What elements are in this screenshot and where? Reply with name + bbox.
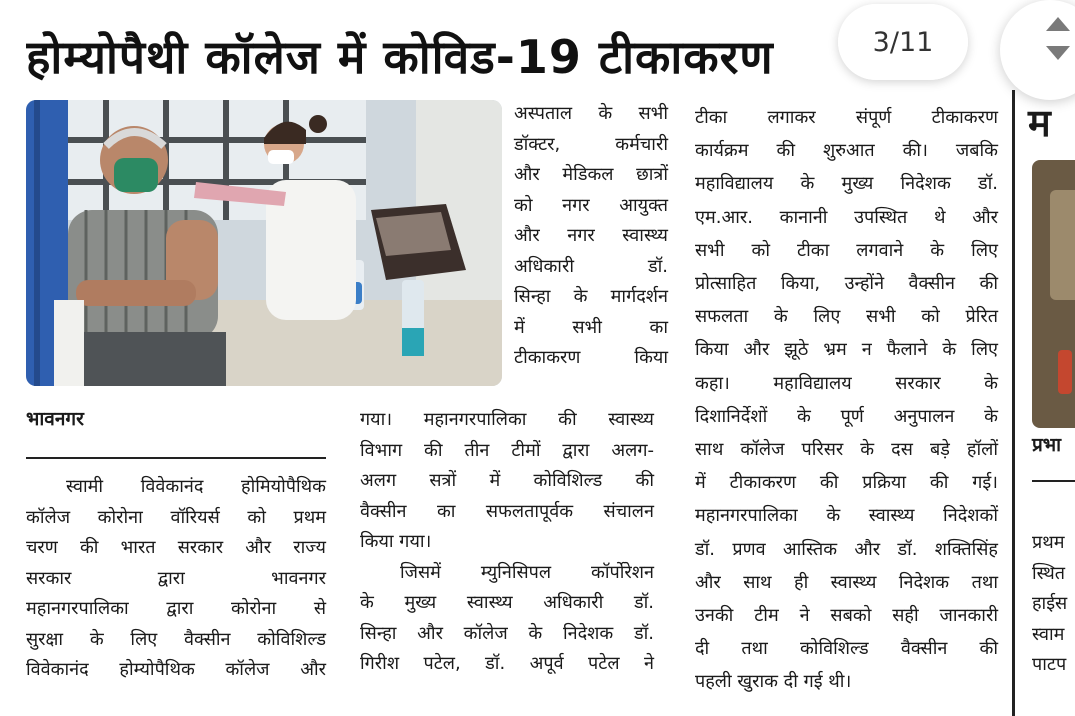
article-column-1 [26,472,326,686]
text-line: पाटप [1032,654,1067,675]
column-divider [1012,90,1015,716]
text-line: साथ कॉलेज परिसर के दस बड़े हॉलों [695,439,998,461]
text-line: अस्पताल के सभी [514,103,668,124]
text-line: स्वाम [1032,623,1065,645]
text-line: गिरीश पटेल, डॉ. अपूर्व पटेल ने [360,653,654,674]
text-line: जिसमें म्युनिसिपल कॉर्पोरेशन [400,561,654,583]
text-line: सुरक्षा के लिए वैक्सीन कोविशिल्ड [26,628,326,650]
text-line: के मुख्य स्वास्थ्य अधिकारी डॉ. [360,592,654,613]
text-line: किया गया। [360,531,432,552]
text-line: दी तथा कोविशिल्ड वैक्सीन की [695,638,998,660]
text-line: सरकार द्वारा भावनगर [26,567,326,589]
article-column-3 [695,101,998,699]
next-article-fragment [1016,0,1075,716]
text-line: सफलता के लिए सभी को प्रेरित [695,306,998,328]
text-line: को नगर आयुक्त [514,194,668,216]
text-line: टीकाकरण किया [514,347,668,368]
text-line: सिन्हा के मार्गदर्शन [514,286,668,307]
text-line: डॉ. प्रणव आस्तिक और डॉ. शक्तिसिंह [695,538,998,560]
dateline: भावनगर [26,408,84,430]
article-column-2-top [514,99,668,374]
text-line: पहली खुराक दी गई थी। [695,671,852,693]
text-line: सिन्हा और कॉलेज के निदेशक डॉ. [360,622,654,644]
text-line: अधिकारी डॉ. [514,255,668,277]
next-article-divider [1032,480,1075,482]
text-line: सभी को टीका लगवाने के लिए [695,239,998,261]
text-line: महाविद्यालय के मुख्य निदेशक डॉ. [695,173,998,195]
article-headline: होम्योपैथी कॉलेज में कोविड-19 टीकाकरण [26,30,774,84]
text-line: और साथ ही स्वास्थ्य निदेशक तथा [695,571,998,593]
next-article-text [1032,528,1067,681]
chevron-down-icon[interactable] [1046,46,1070,60]
text-line: टीका लगाकर संपूर्ण टीकाकरण [695,107,998,128]
text-line: प्रथम [1032,532,1065,553]
text-line: गया। महानगरपालिका की स्वास्थ्य [360,409,654,430]
vaccination-illustration [26,100,502,386]
text-line: कार्यक्रम की शुरुआत की। जबकि [695,140,998,162]
vaccination-photo [26,100,502,386]
text-line: स्वामी विवेकानंद होमियोपैथिक [66,476,326,497]
text-line: और मेडिकल छात्रों [514,164,668,185]
text-line: एम.आर. कानानी उपस्थित थे और [695,206,998,228]
text-line: विवेकानंद होम्योपैथिक कॉलेज और [26,659,326,680]
chevron-up-icon[interactable] [1046,17,1070,31]
page-indicator: 3/11 [838,4,968,80]
text-line: कहा। महाविद्यालय सरकार के [695,372,998,394]
text-line: उनकी टीम ने सबको सही जानकारी [695,605,998,627]
next-article-dateline: प्रभा [1032,434,1062,456]
dateline-divider [26,457,326,459]
text-line: महानगरपालिका द्वारा कोरोना से [26,598,326,619]
text-line: किया और झूठे भ्रम न फैलाने के लिए [695,339,998,361]
text-line: डॉक्टर, कर्मचारी [514,133,668,155]
text-line: हाईस [1032,593,1068,614]
next-article-photo [1032,160,1075,428]
text-line: महानगरपालिका के स्वास्थ्य निदेशकों [695,505,998,527]
text-line: दिशानिर्देशों के पूर्ण अनुपालन के [695,405,998,427]
text-line: वैक्सीन का सफलतापूर्वक संचालन [360,500,654,522]
text-line: विभाग की तीन टीमों द्वारा अलग- [360,439,654,461]
text-line: में टीकाकरण की प्रक्रिया की गई। [695,472,998,494]
text-line: अलग सत्रों में कोविशिल्ड की [360,470,654,491]
text-line: में सभी का [514,316,668,338]
text-line: चरण की भारत सरकार और राज्य [26,537,326,558]
text-line: कॉलेज कोरोना वॉरियर्स को प्रथम [26,506,326,528]
next-article-headline: म [1028,101,1051,145]
article-column-2-bottom [360,405,654,680]
text-line: प्रोत्साहित किया, उन्होंने वैक्सीन की [695,273,998,295]
text-line: स्थित [1032,562,1066,584]
text-line: और नगर स्वास्थ्य [514,225,668,246]
